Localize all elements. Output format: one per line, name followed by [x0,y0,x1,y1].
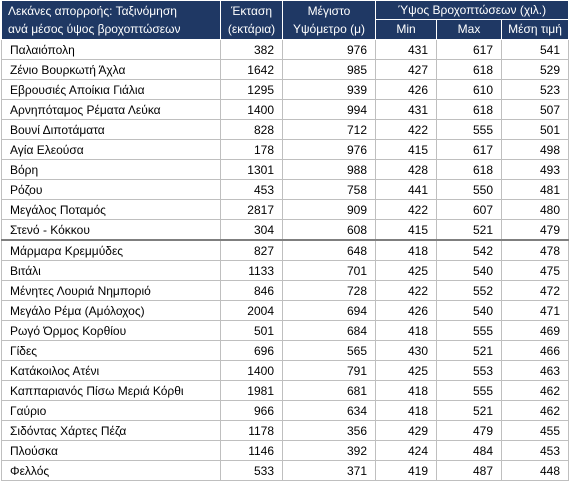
mean-rainfall-cell: 455 [502,421,569,441]
mean-rainfall-cell: 529 [502,60,569,80]
max-altitude-cell: 976 [283,140,376,160]
max-altitude-cell: 684 [283,321,376,341]
min-rainfall-cell: 415 [376,220,437,241]
basin-name-cell: Φελλός [2,461,221,481]
max-rainfall-cell: 521 [437,341,502,361]
max-altitude-cell: 392 [283,441,376,461]
max-rainfall-cell: 618 [437,160,502,180]
basin-name-cell: Ρωγό Όρμος Κορθίου [2,321,221,341]
min-rainfall-cell: 418 [376,401,437,421]
table-row [2,100,569,120]
max-rainfall-cell: 521 [437,220,502,241]
max-rainfall-cell: 550 [437,180,502,200]
table-row [2,381,569,401]
area-header-line1: Έκταση [231,4,272,18]
max-altitude-cell: 976 [283,40,376,60]
area-cell: 1400 [221,100,283,120]
min-rainfall-cell: 418 [376,240,437,261]
max-rainfall-cell: 540 [437,301,502,321]
table-row [2,321,569,341]
max-altitude-cell: 694 [283,301,376,321]
table-header [2,1,569,40]
max-altitude-cell: 909 [283,200,376,220]
table-row [2,140,569,160]
min-rainfall-cell: 431 [376,100,437,120]
max-rainfall-cell: 521 [437,401,502,421]
table-body [2,40,569,481]
basin-name-cell: Βουνί Διποτάματα [2,120,221,140]
area-cell: 1295 [221,80,283,100]
area-cell: 2004 [221,301,283,321]
table-row [2,160,569,180]
area-cell: 846 [221,281,283,301]
min-rainfall-cell: 424 [376,441,437,461]
basin-name-cell: Μένητες Λουριά Νημποριό [2,281,221,301]
table-row [2,361,569,381]
max-altitude-cell: 712 [283,120,376,140]
mean-rainfall-cell: 478 [502,240,569,261]
mean-column-header: Μέση τιμή [502,20,569,40]
max-rainfall-cell: 555 [437,120,502,140]
basin-name-cell: Βόρη [2,160,221,180]
area-cell: 828 [221,120,283,140]
max-altitude-cell: 758 [283,180,376,200]
basin-column-header [2,1,221,40]
min-rainfall-cell: 422 [376,200,437,220]
basin-name-cell: Μεγάλο Ρέμα (Αμόλοχος) [2,301,221,321]
mean-rainfall-cell: 463 [502,361,569,381]
mean-rainfall-cell: 462 [502,401,569,421]
mean-rainfall-cell: 480 [502,200,569,220]
basin-name-cell: Γαύριο [2,401,221,421]
max-altitude-cell: 701 [283,261,376,281]
area-cell: 1301 [221,160,283,180]
area-cell: 2817 [221,200,283,220]
max-altitude-cell: 939 [283,80,376,100]
mean-rainfall-cell: 475 [502,261,569,281]
min-rainfall-cell: 418 [376,381,437,401]
basin-name-cell: Ζένιο Βουρκωτή Άχλα [2,60,221,80]
mean-rainfall-cell: 466 [502,341,569,361]
max-altitude-cell: 985 [283,60,376,80]
rainfall-group-header: Ύψος Βροχοπτώσεων (χιλ.) [376,1,569,20]
min-rainfall-cell: 426 [376,301,437,321]
max-rainfall-cell: 540 [437,261,502,281]
table-row [2,240,569,261]
mean-rainfall-cell: 469 [502,321,569,341]
basin-name-cell: Πλούσκα [2,441,221,461]
max-altitude-cell: 371 [283,461,376,481]
area-cell: 453 [221,180,283,200]
table-row [2,220,569,241]
max-altitude-cell: 791 [283,361,376,381]
max-altitude-cell: 634 [283,401,376,421]
max-rainfall-cell: 487 [437,461,502,481]
table-row [2,80,569,100]
min-rainfall-cell: 422 [376,281,437,301]
max-altitude-cell: 648 [283,240,376,261]
basin-name-cell: Μεγάλος Ποταμός [2,200,221,220]
basin-name-cell: Στενό - Κόκκου [2,220,221,241]
area-cell: 1133 [221,261,283,281]
area-cell: 382 [221,40,283,60]
max-rainfall-cell: 617 [437,40,502,60]
max-rainfall-cell: 542 [437,240,502,261]
mean-rainfall-cell: 472 [502,281,569,301]
min-rainfall-cell: 419 [376,461,437,481]
area-cell: 178 [221,140,283,160]
area-column-header [221,1,283,40]
table-row [2,261,569,281]
max-rainfall-cell: 555 [437,381,502,401]
table-row [2,401,569,421]
table-row [2,60,569,80]
area-cell: 966 [221,401,283,421]
mean-rainfall-cell: 448 [502,461,569,481]
max-rainfall-cell: 618 [437,100,502,120]
max-altitude-cell: 681 [283,381,376,401]
max-rainfall-cell: 552 [437,281,502,301]
min-rainfall-cell: 428 [376,160,437,180]
mean-rainfall-cell: 498 [502,140,569,160]
max-altitude-cell: 994 [283,100,376,120]
max-rainfall-cell: 553 [437,361,502,381]
area-cell: 827 [221,240,283,261]
area-cell: 1642 [221,60,283,80]
basin-name-cell: Κατάκοιλος Ατένι [2,361,221,381]
table-row [2,180,569,200]
min-rainfall-cell: 427 [376,60,437,80]
min-rainfall-cell: 429 [376,421,437,441]
max-altitude-cell: 988 [283,160,376,180]
basin-name-cell: Αγία Ελεούσα [2,140,221,160]
maxalt-header-line2: Υψόμετρο (μ) [293,22,365,36]
area-cell: 1178 [221,421,283,441]
max-altitude-cell: 565 [283,341,376,361]
max-rainfall-cell: 618 [437,60,502,80]
table-row [2,120,569,140]
mean-rainfall-cell: 501 [502,120,569,140]
max-altitude-cell: 608 [283,220,376,241]
area-header-line2: (εκτάρια) [227,22,276,36]
basin-name-cell: Σιδόντας Χάρτες Πέζα [2,421,221,441]
mean-rainfall-cell: 453 [502,441,569,461]
max-rainfall-cell: 555 [437,321,502,341]
min-rainfall-cell: 430 [376,341,437,361]
basin-name-cell: Αρνηπόταμος Ρέματα Λεύκα [2,100,221,120]
max-altitude-cell: 356 [283,421,376,441]
area-cell: 1146 [221,441,283,461]
min-rainfall-cell: 426 [376,80,437,100]
max-rainfall-cell: 479 [437,421,502,441]
max-rainfall-cell: 607 [437,200,502,220]
min-rainfall-cell: 415 [376,140,437,160]
table-row [2,441,569,461]
area-cell: 533 [221,461,283,481]
min-rainfall-cell: 425 [376,361,437,381]
mean-rainfall-cell: 479 [502,220,569,241]
max-rainfall-cell: 610 [437,80,502,100]
table-row [2,40,569,60]
basin-name-cell: Μάρμαρα Κρεμμύδες [2,240,221,261]
rainfall-basins-table [1,0,569,481]
min-rainfall-cell: 418 [376,321,437,341]
basin-name-cell: Βιτάλι [2,261,221,281]
area-cell: 1400 [221,361,283,381]
area-cell: 1981 [221,381,283,401]
table-row [2,421,569,441]
table-row [2,301,569,321]
maxalt-header-line1: Μέγιστο [307,4,351,18]
min-rainfall-cell: 441 [376,180,437,200]
basin-name-cell: Παλαιόπολη [2,40,221,60]
mean-rainfall-cell: 507 [502,100,569,120]
mean-rainfall-cell: 493 [502,160,569,180]
min-rainfall-cell: 425 [376,261,437,281]
basin-name-cell: Ρόζου [2,180,221,200]
area-cell: 696 [221,341,283,361]
min-rainfall-cell: 431 [376,40,437,60]
table-row [2,281,569,301]
basin-name-cell: Γίδες [2,341,221,361]
max-rainfall-cell: 617 [437,140,502,160]
area-cell: 501 [221,321,283,341]
mean-rainfall-cell: 462 [502,381,569,401]
area-cell: 304 [221,220,283,241]
basin-name-cell: Εβρουσιές Αποίκια Γιάλια [2,80,221,100]
table-row [2,200,569,220]
min-rainfall-cell: 422 [376,120,437,140]
max-altitude-cell: 728 [283,281,376,301]
basin-header-line2: ανά μέσος ύψος βροχοπτώσεων [8,22,181,36]
max-altitude-column-header [283,1,376,40]
mean-rainfall-cell: 481 [502,180,569,200]
min-column-header: Min [376,20,437,40]
basin-header-line1: Λεκάνες απορροής: Ταξινόμηση [8,4,177,18]
basin-name-cell: Καππαριανός Πίσω Μεριά Κόρθι [2,381,221,401]
max-column-header: Max [437,20,502,40]
max-rainfall-cell: 484 [437,441,502,461]
mean-rainfall-cell: 523 [502,80,569,100]
table-row [2,341,569,361]
mean-rainfall-cell: 541 [502,40,569,60]
table-row [2,461,569,481]
mean-rainfall-cell: 471 [502,301,569,321]
